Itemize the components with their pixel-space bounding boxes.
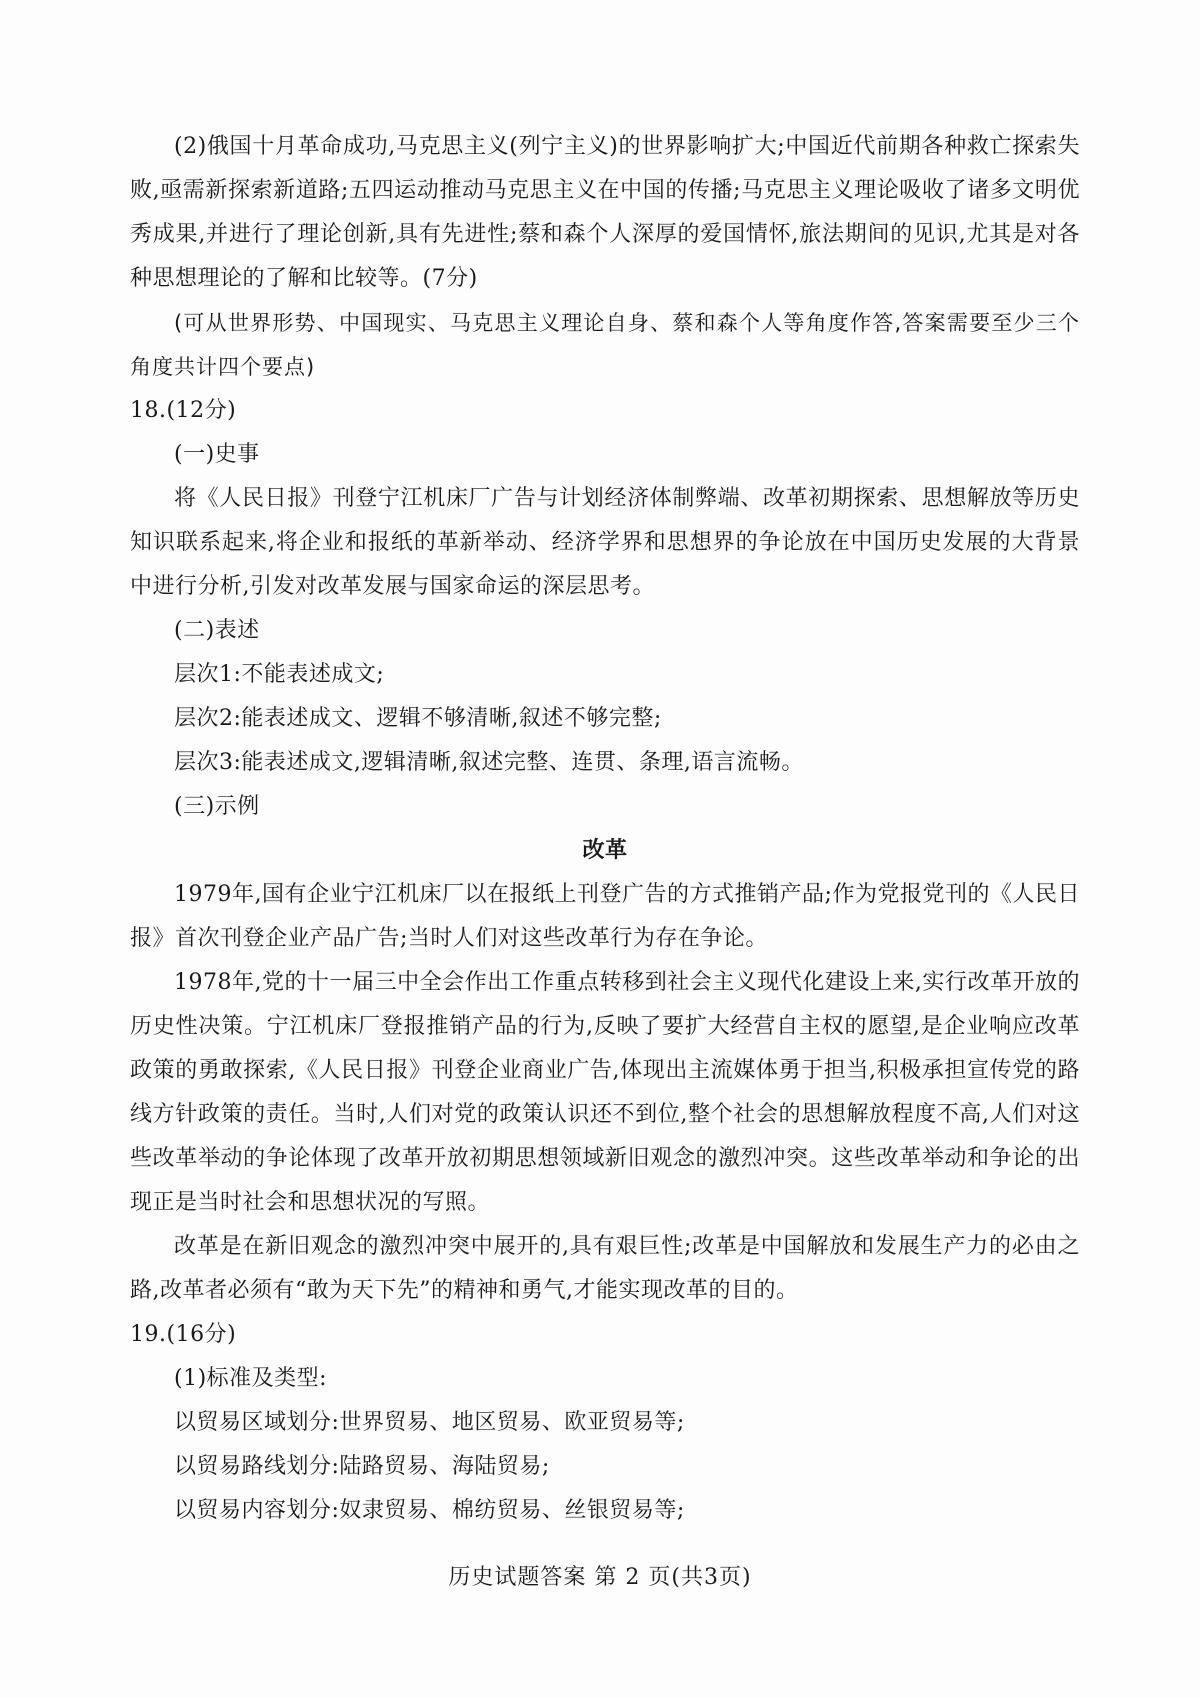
- essay-title: 改革: [582, 838, 628, 863]
- q19-header: 19.(16分): [130, 1322, 237, 1347]
- essay-paragraph-1: 1979年,国有企业宁江机床厂以在报纸上刊登广告的方式推销产品;作为党报党刊的《人民日报》首次刊登企业产品广告;当时人们对这些改革行为存在争论。: [130, 882, 1080, 951]
- q19-item-region: 以贸易区域划分:世界贸易、地区贸易、欧亚贸易等;: [174, 1410, 685, 1435]
- q19-part1-title: (1)标准及类型:: [174, 1366, 328, 1391]
- essay-paragraph-2: 1978年,党的十一届三中全会作出工作重点转移到社会主义现代化建设上来,实行改革开放的历史性决策。宁江机床厂登报推销产品的行为,反映了要扩大经营自主权的愿望,是企业响应改革政策的勇敢探索,《人民日报》刊登企业商业广告,体现出主流媒体勇于担当,积极承担宣传党的路线方针政策的责任。当时,人们对党的政策认识还不到位,整个社会的思想解放程度不高,人们对这些改革举动的争论体现了改革开放初期思想领域新旧观念的激烈冲突。这些改革举动和争论的出现正是当时社会和思想状况的写照。: [130, 970, 1080, 1215]
- q18-header: 18.(12分): [130, 398, 237, 423]
- q18-section1-text: 将《人民日报》刊登宁江机床厂广告与计划经济体制弊端、改革初期探索、思想解放等历史知识联系起来,将企业和报纸的革新举动、经济学界和思想界的争论放在中国历史发展的大背景中进行分析,引发对改革发展与国家命运的深层思考。: [130, 486, 1080, 599]
- q18-section1-title: (一)史事: [174, 442, 260, 467]
- q18-level1: 层次1:不能表述成文;: [174, 662, 385, 687]
- page-footer: 历史试题答案 第 2 页(共3页): [448, 1565, 752, 1590]
- essay-paragraph-3: 改革是在新旧观念的激烈冲突中展开的,具有艰巨性;改革是中国解放和发展生产力的必由之路,改革者必须有“敢为天下先”的精神和勇气,才能实现改革的目的。: [130, 1234, 1080, 1303]
- page-content: [130, 125, 1080, 1533]
- q18-section2-title: (二)表述: [174, 618, 260, 643]
- q19-item-content: 以贸易内容划分:奴隶贸易、棉纺贸易、丝银贸易等;: [174, 1498, 685, 1523]
- q17-scoring-note: (可从世界形势、中国现实、马克思主义理论自身、蔡和森个人等角度作答,答案需要至少三个角度共计四个要点): [130, 311, 1080, 379]
- q19-item-route: 以贸易路线划分:陆路贸易、海陆贸易;: [174, 1454, 550, 1479]
- q18-level2: 层次2:能表述成文、逻辑不够清晰,叙述不够完整;: [174, 706, 662, 731]
- q18-section3-title: (三)示例: [174, 794, 260, 819]
- q18-level3: 层次3:能表述成文,逻辑清晰,叙述完整、连贯、条理,语言流畅。: [174, 750, 804, 775]
- q17-part2-answer: (2)俄国十月革命成功,马克思主义(列宁主义)的世界影响扩大;中国近代前期各种救亡探索失败,亟需新探索新道路;五四运动推动马克思主义在中国的传播;马克思主义理论吸收了诸多文明优秀成果,并进行了理论创新,具有先进性;蔡和森个人深厚的爱国情怀,旅法期间的见识,尤其是对各种思想理论的了解和比较等。(7分): [130, 134, 1080, 291]
